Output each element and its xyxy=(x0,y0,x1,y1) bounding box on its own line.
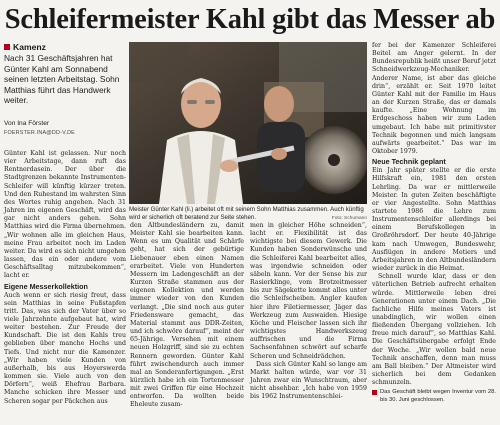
kicker-location: Kamenz xyxy=(13,42,46,52)
photo-caption xyxy=(129,206,367,223)
paragraph: Schnell wurde klar, dass er den väterlichen Betrieb aufrecht erhalten würde. Mittlerweile leben drei Generationen unter einem Dach. „Die fachliche Hilfe meines Vaters ist unabdinglich, wir wollen einen fließenden Übergang vollziehen. Ich freue mich darauf“, so Matthias Kahl. Die Geschäftsübergabe erfolgt Ende der Woche. „Wir wollen bald neue Technik anschaffen, denn man muss am Ball bleiben.“ Der Altmeister wird sicherlich bei dem Gedanken schmunzeln. xyxy=(372,273,496,387)
kicker-summary: Nach 31 Geschäftsjahren hat Günter Kahl am Sonnabend seinen letzten Arbeitstag. Sohn Matthias führt das Handwerk weiter. xyxy=(4,53,120,106)
paragraph: fer bei der Kamenzer Schleiferei Beitel am Anger gelernt. In der Bundesrepublik heißt unser Beruf jetzt Schneidwerkzeug-Mechaniker. Anderer Name, ist aber das gleiche drin“, erzählt er. Seit 1970 leitet Günter Kahl mit der Familie im Haus an der Kurzen Straße, das er damals kaufte. „Eine Wohnung im Erdgeschoss haben wir zum Laden umgebaut. Ich habe mit primitivster Technik begonnen und mich langsam aufwärts gearbeitet.“ Das war im Oktober 1979. xyxy=(372,42,496,156)
kicker-box xyxy=(4,42,128,108)
footnote-text: Das Geschäft bleibt wegen Inventur vom 28. bis 30. Juni geschlossen. xyxy=(380,389,496,403)
paragraph: den Altbundesländern zu, damit Meister Kahl sie bearbeiten kann. Wenn es um Qualität und Schärfe geht, hat sich der gebürtige Liebenauer eben einen Namen erarbeitet. Viele von Hunderten Messern im Ladengeschäft an der Kurzen Straße stammen aus der eigenen Kollektion und werden immer wieder von den Kunden verlangt. „Die sind noch aus guter Friedensware gemacht, das Material stammt aus DDR-Zeiten, und ich schwöre darauf“, meint der 65-Jährige. Versehen mit einem neuen Holzgriff, sind sie zu echten Rennern geworden. Günter Kahl führt zwischendurch auch immer mal an Sonderanfertigungen. „Erst kürzlich habe ich ein Tortenmesser mit zwei Griffen für eine Hochzeit entworfen. Da wollten beide Eheleute zusam- xyxy=(130,222,244,409)
subheading: Eigene Messerkollektion xyxy=(4,281,88,291)
footnote xyxy=(372,389,496,404)
caption-text: Meister Günter Kahl (li.) arbeitet oft mit seinem Sohn Matthias zusammen. Auch künftig wird er sicherlich oft beratend zur Seite stehen. xyxy=(129,206,364,221)
byline-author: Von Ina Förster xyxy=(4,120,50,127)
bullet-square-icon xyxy=(4,44,10,50)
paragraph: Günter Kahl ist gelassen. Nur noch vier Arbeitstage, dann ruft das Rentnerdasein. Der über die Stadtgrenzen bekannte Instrumenten-Schleifer will künftig kürzer treten. Und den Ruhestand im wahrsten Sinn des Wortes ruhig angehen. Nach 31 Jahren im eigenen Geschäft, wird das gar nicht anders gehen. Sohn Matthias wird die Firma übernehmen. „Wir wohnen alle im gleichen Haus, meine Frau arbeitet noch im Laden weiter. Da wird es sich nicht umgehen lassen, das ein oder andere vom Geschäftsalltag mitzubekommen“, lacht er. xyxy=(4,150,126,280)
paragraph: men in gleicher Höhe schneiden“, lacht er. Flexibilität ist das wichtigste bei diesem Gewerk. Die Kunden haben Sonderwünsche und die Schleiferei Kahl bearbeitet alles, was irgendwie schneiden oder säbeln kann. Vor der Sense bis zur Rasierklinge, vom Brotzeitmesser bis zur Sägekette kommt alles unter die Schleifscheiben. Angler kaufen hier ihre Filetiermesser, Jäger das Werkzeug zum Auswaiden. Hiesige Köche und Fleischer lassen sich ihr wichtigstes Handwerkszeug auffrischen und die Firma Sachsenfahnen schwört auf scharfe Scheren und Schneidrädchen. xyxy=(250,222,367,360)
article-photo xyxy=(129,42,367,204)
paragraph: Ein Jahr später stellte er die erste Hilfskraft ein, 1981 den ersten Lehrling. Da war er mittlerweile Meister. In guten Zeiten beschäftigte er vier Angestellte. Sohn Matthias startete 1986 die Lehre zum Instrumentenschleifer allerdings bei einem Berufskollegen in Großröhrsdorf. Der heute 40-Jährige kam nach Umwegen, Bundeswehr, Ausflügen in andere Metiers und Arbeitsjahren in den Altbundesländern wieder zurück in die Heimat. xyxy=(372,167,496,273)
headline: Schleifermeister Kahl gibt das Messer ab xyxy=(4,4,496,35)
photo-illustration xyxy=(129,42,367,204)
paragraph: Dass sich Günter Kahl so lange am Markt halten würde, war vor 31 Jahren zwar ein Wunschtraum, aber nicht absehbar. „Ich habe von 1959 bis 1962 Instrumentenschlei- xyxy=(250,360,367,401)
article-column-4 xyxy=(372,42,496,404)
subheading: Neue Technik geplant xyxy=(372,157,446,167)
article-column-2 xyxy=(130,222,244,410)
byline-email: FOERSTER.INA@DD-V.DE xyxy=(4,129,75,136)
byline xyxy=(4,120,128,137)
article-column-1 xyxy=(4,150,126,406)
bullet-square-icon xyxy=(372,390,377,395)
article-column-3 xyxy=(250,222,367,401)
kicker-label xyxy=(4,42,128,52)
photo-credit: Foto: Schumann xyxy=(331,216,367,221)
paragraph: Auch wenn er sich riesig freut, dass sein Matthias in seine Fußstapfen tritt. Das, was sich der Vater über so viele Jahrzehnte aufgebaut hat, wird weiter bestehen. Zur Freude der Kundschaft. Die ist den Kahls treu geblieben über manche Hochs und Tiefs. Und nicht nur die Kamenzer. „Wir haben viele Kunden von außerhalb, bis aus Hoyerswerda kommen sie. Viele auch von den Dörfern“, weiß Ehefrau Barbara. Manche schicken ihre Messer und Scheren sogar per Päckchen aus xyxy=(4,291,126,405)
